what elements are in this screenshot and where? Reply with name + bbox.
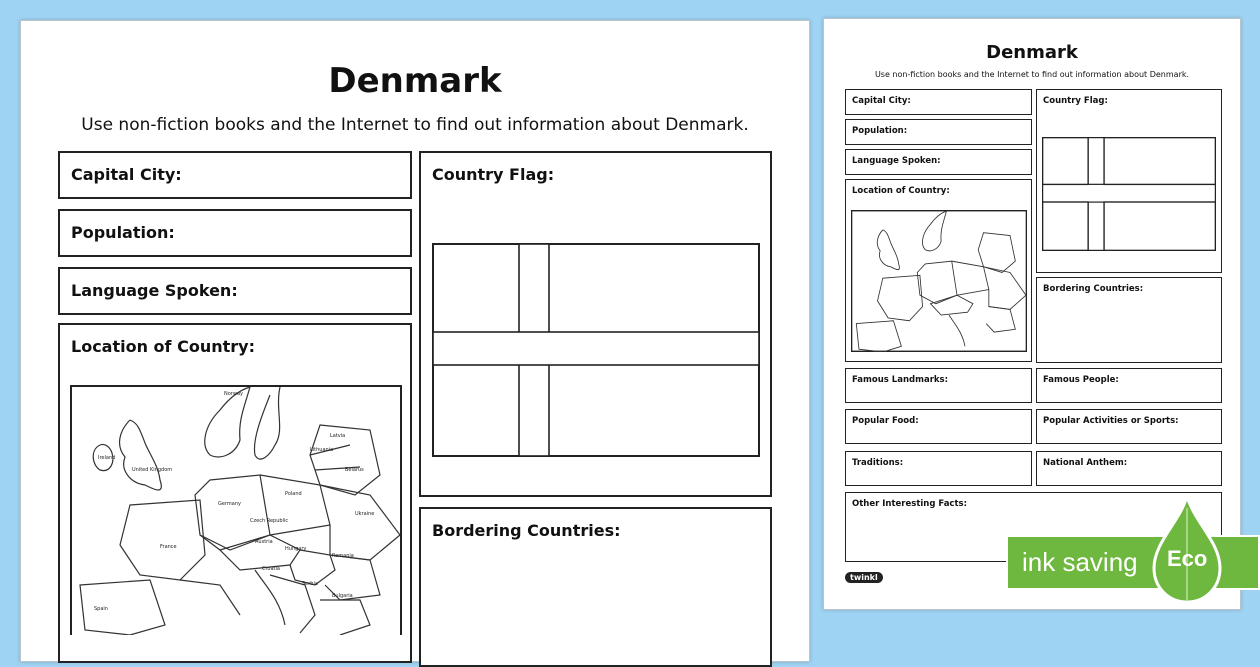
map-label-lithuania: Lithuania: [310, 447, 334, 453]
europe-map: [70, 385, 402, 635]
population-label: Population:: [71, 223, 175, 242]
location-of-country-box-small[interactable]: [845, 179, 1032, 362]
language-spoken-label-small: Language Spoken:: [852, 156, 941, 166]
popular-activities-box-small[interactable]: [1036, 409, 1222, 444]
capital-city-label-small: Capital City:: [852, 96, 911, 106]
map-label-hungary: Hungary: [285, 546, 307, 552]
famous-landmarks-label-small: Famous Landmarks:: [852, 375, 948, 385]
bordering-countries-label: Bordering Countries:: [432, 521, 621, 540]
instructions-small: Use non-fiction books and the Internet to find out information about Denmark.: [874, 70, 1190, 79]
language-spoken-box-small[interactable]: [845, 149, 1032, 175]
population-label-small: Population:: [852, 126, 908, 136]
bordering-countries-box-small[interactable]: [1036, 277, 1222, 363]
ink-saving-text: ink saving: [1022, 547, 1138, 577]
popular-activities-label-small: Popular Activities or Sports:: [1043, 416, 1179, 426]
location-of-country-label: Location of Country:: [71, 337, 255, 356]
map-label-spain: Spain: [94, 606, 108, 612]
page-title: Denmark: [328, 61, 502, 101]
map-label-bulgaria: Bulgaria: [332, 593, 353, 599]
famous-people-box-small[interactable]: [1036, 368, 1222, 403]
country-flag-label-small: Country Flag:: [1043, 96, 1108, 106]
popular-food-box-small[interactable]: [845, 409, 1032, 444]
bordering-countries-box[interactable]: [419, 507, 772, 667]
national-anthem-label-small: National Anthem:: [1043, 458, 1128, 468]
eco-label: Eco: [1167, 546, 1208, 571]
map-label-france: France: [160, 544, 177, 550]
instructions: Use non-fiction books and the Internet to find out information about Denmark.: [81, 115, 749, 135]
flag-outline-small: [1042, 137, 1216, 251]
map-label-latvia: Latvia: [330, 433, 346, 439]
language-spoken-box[interactable]: [58, 267, 412, 315]
map-label-belarus: Belarus: [345, 467, 364, 473]
other-facts-label-small: Other Interesting Facts:: [852, 499, 967, 509]
bordering-countries-label-small: Bordering Countries:: [1043, 284, 1144, 294]
map-label-austria: Austria: [255, 539, 273, 545]
population-box-small[interactable]: [845, 119, 1032, 145]
popular-food-label-small: Popular Food:: [852, 416, 919, 426]
capital-city-box-small[interactable]: [845, 89, 1032, 115]
capital-city-box[interactable]: [58, 151, 412, 199]
language-spoken-label: Language Spoken:: [71, 281, 238, 300]
map-label-croatia: Croatia: [262, 566, 280, 572]
capital-city-label: Capital City:: [71, 165, 182, 184]
page-title-small: Denmark: [986, 42, 1078, 63]
famous-landmarks-box-small[interactable]: [845, 368, 1032, 403]
map-label-romania: Romania: [332, 553, 354, 559]
famous-people-label-small: Famous People:: [1043, 375, 1119, 385]
location-of-country-box[interactable]: [58, 323, 412, 663]
traditions-label-small: Traditions:: [852, 458, 904, 468]
map-label-czech-republic: Czech Republic: [250, 518, 289, 524]
map-label-germany: Germany: [218, 501, 241, 507]
map-label-ukraine: Ukraine: [355, 511, 375, 517]
map-label-serbia: Serbia: [302, 581, 318, 587]
worksheet-page-large: [20, 20, 810, 662]
national-anthem-box-small[interactable]: [1036, 451, 1222, 486]
map-label-united-kingdom: United Kingdom: [132, 467, 173, 473]
flag-outline: [432, 243, 760, 457]
location-of-country-label-small: Location of Country:: [852, 186, 950, 196]
map-label-poland: Poland: [285, 491, 302, 497]
country-flag-label: Country Flag:: [432, 165, 555, 184]
traditions-box-small[interactable]: [845, 451, 1032, 486]
map-label-norway: Norway: [224, 391, 243, 397]
country-flag-box-small[interactable]: [1036, 89, 1222, 273]
europe-map-small: [851, 210, 1027, 352]
map-label-ireland: Ireland: [98, 455, 116, 461]
twinkl-logo: twinkl: [845, 572, 883, 583]
country-flag-box[interactable]: [419, 151, 772, 497]
population-box[interactable]: [58, 209, 412, 257]
